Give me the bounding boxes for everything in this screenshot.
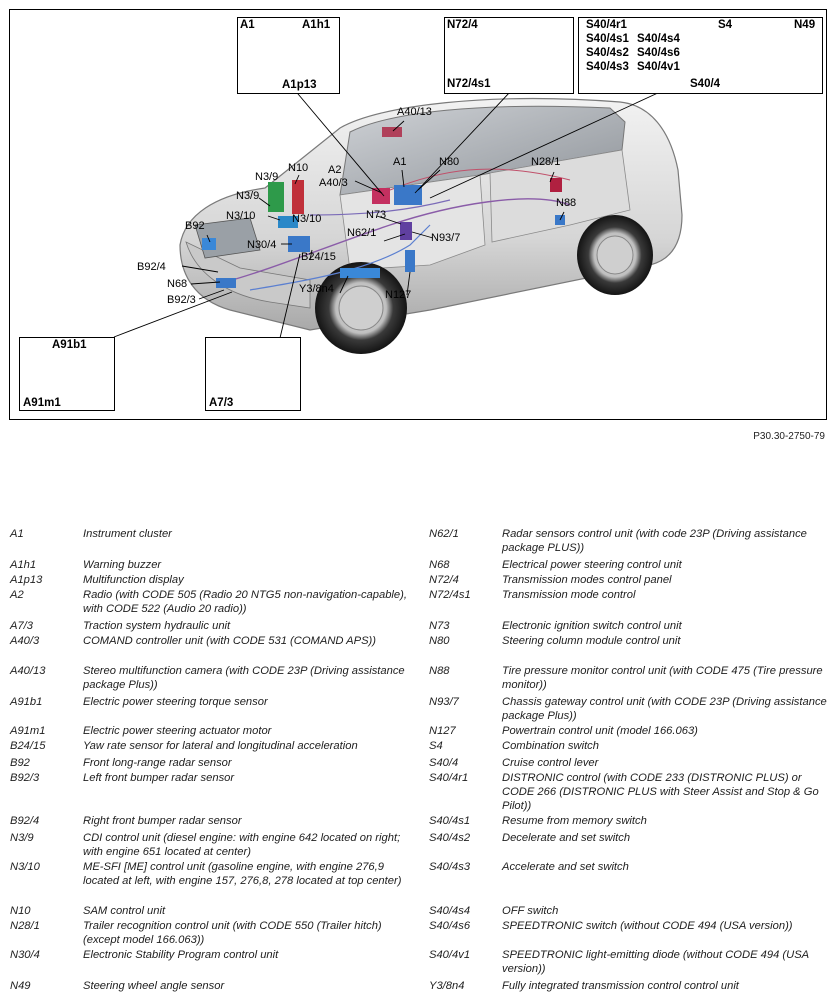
legend-description: Resume from memory switch [502, 815, 647, 827]
legend-description: Electrical power steering control unit [502, 559, 682, 571]
legend-description: Combination switch [502, 740, 600, 752]
callout-b92-4: B92/4 [137, 261, 166, 273]
legend-code: S40/4 [429, 757, 459, 769]
legend-code: N88 [429, 665, 450, 677]
callout-a1-inset: A1 [240, 19, 255, 31]
legend-code: N72/4s1 [429, 589, 471, 601]
legend-description: Radar sensors control unit (with code 23P (Driving assistance package PLUS)) [502, 528, 807, 554]
legend-description: Yaw rate sensor for lateral and longitudinal acceleration [83, 740, 358, 752]
callout-a1h1: A1h1 [302, 19, 331, 31]
legend-code: N10 [10, 905, 31, 917]
legend-description: Steering wheel angle sensor [83, 980, 225, 992]
legend-code: A91m1 [10, 725, 46, 737]
legend-description: CDI control unit (diesel engine: with engine 642 located on right; with engine 651 located at center) [83, 832, 401, 858]
legend-code: N80 [429, 635, 450, 647]
legend-code: N30/4 [10, 949, 40, 961]
legend-description: Electronic Stability Program control unit [83, 949, 279, 961]
legend-code: N3/10 [10, 861, 40, 873]
callout-n72-4: N72/4 [447, 19, 478, 31]
legend-code: S40/4r1 [429, 772, 469, 784]
legend-code: S40/4s4 [429, 905, 471, 917]
callout-s4: S4 [718, 19, 733, 31]
legend-description: Transmission mode control [502, 589, 636, 601]
legend-code: N3/9 [10, 832, 34, 844]
legend-description: Stereo multifunction camera (with CODE 23P (Driving assistance package Plus)) [83, 665, 405, 691]
callout-n62-1: N62/1 [347, 227, 377, 239]
legend-code: N28/1 [10, 920, 40, 932]
legend-description: SAM control unit [83, 905, 166, 917]
legend-code: S40/4v1 [429, 949, 471, 961]
callout-b92: B92 [185, 220, 205, 232]
callout-a91b1: A91b1 [52, 339, 87, 351]
legend-description: COMAND controller unit (with CODE 531 (COMAND APS)) [83, 635, 377, 647]
legend-description: Electric power steering torque sensor [83, 696, 268, 708]
legend-code: B24/15 [10, 740, 46, 752]
legend-description: Electronic ignition switch control unit [502, 620, 682, 632]
callout-n127: N127 [385, 289, 412, 301]
callout-a1-car: A1 [393, 156, 407, 168]
component-location-diagram [9, 9, 827, 420]
legend-code: N93/7 [429, 696, 459, 708]
legend-code: A2 [10, 589, 24, 601]
callout-s40-4s2: S40/4s2 [586, 47, 629, 59]
legend-code: N62/1 [429, 528, 459, 540]
legend-code: A1h1 [10, 559, 37, 571]
callout-n28-1: N28/1 [531, 156, 561, 168]
legend-description: DISTRONIC control (with CODE 233 (DISTRONIC PLUS) or CODE 266 (DISTRONIC PLUS with Steer Assist and Stop & Go Pilot)) [502, 772, 819, 812]
legend-description: Decelerate and set switch [502, 832, 631, 844]
legend-code: A91b1 [10, 696, 43, 708]
legend-description: SPEEDTRONIC switch (without CODE 494 (USA version)) [502, 920, 793, 932]
callout-n10: N10 [288, 162, 309, 174]
callout-n3-9-top: N3/9 [255, 171, 279, 183]
legend-description: Left front bumper radar sensor [83, 772, 235, 784]
legend-description: OFF switch [502, 905, 559, 917]
legend-code: S40/4s1 [429, 815, 471, 827]
legend-description: Trailer recognition control unit (with CODE 550 (Trailer hitch) (except model 166.063)) [83, 920, 382, 946]
legend-description: Steering column module control unit [502, 635, 681, 647]
callout-a40-3: A40/3 [319, 177, 348, 189]
legend-code: N127 [429, 725, 456, 737]
legend-code: B92/3 [10, 772, 40, 784]
legend-description: Electric power steering actuator motor [83, 725, 272, 737]
callout-n88: N88 [556, 197, 577, 209]
legend-code: S4 [429, 740, 443, 752]
legend-description: SPEEDTRONIC light-emitting diode (without CODE 494 (USA version)) [502, 949, 809, 975]
legend-description: Multifunction display [83, 574, 184, 586]
legend-code: A40/13 [10, 665, 46, 677]
legend-code: N49 [10, 980, 31, 992]
legend-code: S40/4s3 [429, 861, 471, 873]
callout-a40-13: A40/13 [397, 106, 432, 118]
legend-description: Chassis gateway control unit (with CODE 23P (Driving assistance package Plus)) [502, 696, 827, 722]
legend-code: N73 [429, 620, 450, 632]
callout-a7-3: A7/3 [209, 397, 234, 409]
legend-code: Y3/8n4 [429, 980, 465, 992]
callout-a1p13: A1p13 [282, 79, 317, 91]
callout-s40-4s6: S40/4s6 [637, 47, 680, 59]
callout-y3-8n4: Y3/8n4 [299, 283, 334, 295]
legend-description: Tire pressure monitor control unit (with CODE 475 (Tire pressure monitor)) [502, 665, 823, 691]
callout-s40-4r1: S40/4r1 [586, 19, 627, 31]
callout-n3-10-left: N3/10 [226, 210, 256, 222]
callout-s40-4s4: S40/4s4 [637, 33, 680, 45]
callout-a2: A2 [328, 164, 342, 176]
legend-description: Powertrain control unit (model 166.063) [502, 725, 698, 737]
callout-n72-4s1: N72/4s1 [447, 78, 491, 90]
legend-code: B92/4 [10, 815, 40, 827]
callout-n3-9-mid: N3/9 [236, 190, 260, 202]
callout-s40-4: S40/4 [690, 78, 721, 90]
legend-code: A7/3 [10, 620, 34, 632]
legend-description: Accelerate and set switch [502, 861, 629, 873]
legend-code: N72/4 [429, 574, 459, 586]
legend-description: Transmission modes control panel [502, 574, 672, 586]
callout-b92-3: B92/3 [167, 294, 196, 306]
legend-description: Instrument cluster [83, 528, 172, 540]
legend-code: S40/4s6 [429, 920, 471, 932]
legend-code: S40/4s2 [429, 832, 471, 844]
legend-code: A1 [10, 528, 24, 540]
legend-code: A1p13 [10, 574, 43, 586]
legend-code: N68 [429, 559, 450, 571]
callout-n30-4: N30/4 [247, 239, 277, 251]
legend-description: Traction system hydraulic unit [83, 620, 231, 632]
legend-description: Right front bumper radar sensor [83, 815, 242, 827]
legend-code: B92 [10, 757, 30, 769]
legend-description: Cruise control lever [502, 757, 599, 769]
callout-n73: N73 [366, 209, 387, 221]
legend-description: Warning buzzer [83, 559, 162, 571]
legend-description: Front long-range radar sensor [83, 757, 232, 769]
legend-description: Fully integrated transmission control control unit [502, 980, 739, 992]
legend-code: A40/3 [10, 635, 40, 647]
callout-b24-15: B24/15 [301, 251, 336, 263]
callout-s40-4s1: S40/4s1 [586, 33, 629, 45]
figure-reference-code: P30.30-2750-79 [753, 431, 825, 442]
callout-s40-4s3: S40/4s3 [586, 61, 629, 73]
callout-s40-4v1: S40/4v1 [637, 61, 680, 73]
callout-n49: N49 [794, 19, 816, 31]
legend-description: Radio (with CODE 505 (Radio 20 NTG5 non-navigation-capable), with CODE 522 (Audio 20 radio)) [83, 589, 407, 615]
callout-n80: N80 [439, 156, 460, 168]
callout-a91m1: A91m1 [23, 397, 61, 409]
callout-n68: N68 [167, 278, 188, 290]
callout-n93-7: N93/7 [431, 232, 461, 244]
vehicle-illustration [180, 99, 682, 354]
legend-description: ME-SFI [ME] control unit (gasoline engine, with engine 276,9 located at left, with engine 157, 276,8, 278 located at top center) [83, 861, 402, 887]
callout-n3-10-right: N3/10 [292, 213, 322, 225]
